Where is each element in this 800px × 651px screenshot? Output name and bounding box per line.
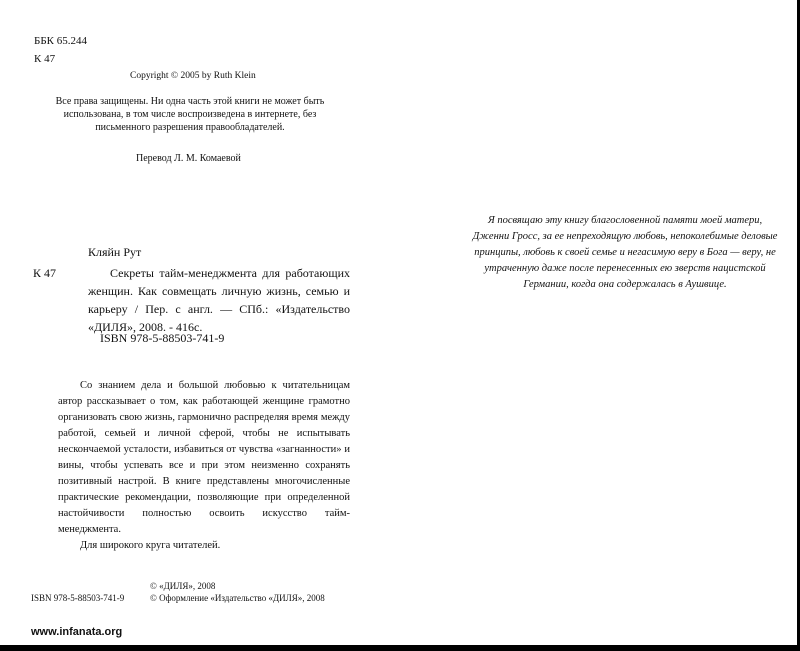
dedication: Я посвящаю эту книгу благословенной памяти моей матери, Дженни Гросс, за ее непреходящую любовь, непоколебимые деловые принципы, любовь к своей семье и негасимую веру в Бога — веру, не утраченную даже после перенесенных ею зверств нацистской Германии, когда она содержалась в Аушвице.: [472, 215, 778, 290]
bottom-copyright: © «ДИЛЯ», 2008: [150, 581, 216, 591]
author-mark: К 47: [33, 266, 57, 280]
translator-credit: Перевод Л. М. Комаевой: [136, 153, 241, 164]
rights-notice: Все права защищены. Ни одна часть этой книги не может быть использована, в том числе воспроизведена в интернете, без письменного разрешения правообладателей.: [55, 96, 325, 133]
site-link[interactable]: www.infanata.org: [31, 626, 123, 638]
copyright-line: Copyright © 2005 by Ruth Klein: [130, 71, 256, 81]
annotation-text: Со знанием дела и большой любовью к читательницам автор рассказывает о том, как работающей женщине грамотно организовать свою жизнь, гармонично распределяя время между работой, семьей и личной сферой, чтобы не испытывать нескончаемой усталости, избавиться от чувства «загнанности» и вины, чтобы успевать все и при этом неизменно сохранять позитивный настрой. В книге представлены многочисленные практические рекомендации, позволяющие при определенной настойчивости полностью освоить искусство тайм-менеджмента.: [58, 380, 350, 535]
audience-text: Для широкого круга читателей.: [80, 540, 221, 551]
bottom-design-copyright: © Оформление «Издательство «ДИЛЯ», 2008: [150, 593, 325, 603]
bbk-code: ББК 65.244: [34, 35, 87, 47]
page-frame-bottom: [0, 645, 800, 651]
bottom-isbn: ISBN 978-5-88503-741-9: [31, 593, 125, 603]
author-mark-top: К 47: [34, 53, 56, 65]
author-name: Кляйн Рут: [88, 245, 142, 259]
bibliographic-description: Секреты тайм-менеджмента для работающих женщин. Как совмещать личную жизнь, семью и карьеру / Пер. с англ. — СПб.: «Издательство «ДИЛЯ», 2008. - 416с.: [88, 266, 350, 334]
annotation: [58, 378, 350, 554]
isbn: ISBN 978-5-88503-741-9: [100, 331, 225, 345]
